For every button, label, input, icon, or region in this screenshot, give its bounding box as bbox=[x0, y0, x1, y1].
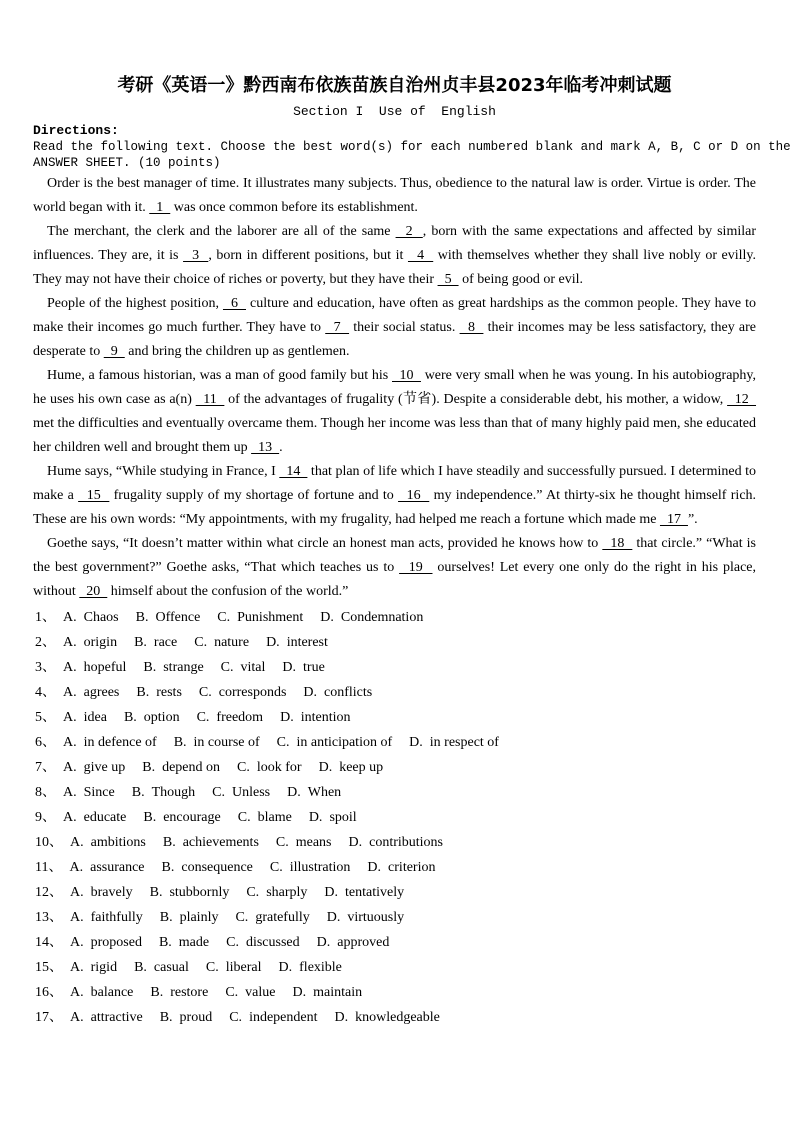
question-option bbox=[63, 685, 119, 700]
option-label: A. bbox=[70, 910, 84, 925]
question-option bbox=[221, 660, 266, 675]
question-option bbox=[206, 960, 262, 975]
option-label: D. bbox=[348, 835, 363, 850]
option-text: maintain bbox=[313, 985, 363, 1000]
question-option bbox=[266, 635, 328, 650]
page-title: 考研《英语一》黔西南布依族苗族自治州贞丰县2023年临考冲刺试题 bbox=[117, 75, 672, 96]
option-label: A. bbox=[63, 785, 77, 800]
question-option bbox=[160, 910, 219, 925]
blank-19: 19 bbox=[399, 560, 433, 575]
option-text: stubbornly bbox=[169, 885, 230, 900]
option-text: bravely bbox=[90, 885, 133, 900]
option-label: B. bbox=[134, 960, 147, 975]
option-label: D. bbox=[266, 635, 280, 650]
option-label: A. bbox=[63, 810, 77, 825]
question-option bbox=[69, 860, 144, 875]
option-label: D. bbox=[282, 660, 297, 675]
option-label: D. bbox=[367, 860, 382, 875]
option-text: intention bbox=[300, 710, 351, 725]
option-text: contributions bbox=[369, 835, 444, 850]
option-label: A. bbox=[70, 960, 84, 975]
question-row bbox=[35, 605, 756, 630]
option-text: knowledgeable bbox=[355, 1010, 440, 1025]
option-text: When bbox=[307, 785, 342, 800]
question-option bbox=[276, 835, 332, 850]
option-label: D. bbox=[334, 1010, 349, 1025]
option-text: blame bbox=[257, 810, 292, 825]
option-text: independent bbox=[249, 1010, 318, 1025]
option-label: C. bbox=[237, 810, 251, 825]
passage-paragraph: Goethe says, “It doesn’t matter within what circle an honest man acts, provided he knows how to 18 that circle.” “What is the best government?” Goethe asks, “That which teaches us to 19 ourselves! Let every one only do the right in his place, without 20 himself about the confusion of the world.” bbox=[33, 536, 756, 599]
question-option bbox=[63, 610, 119, 625]
option-label: C. bbox=[269, 860, 283, 875]
option-label: B. bbox=[158, 935, 172, 950]
option-text: made bbox=[178, 935, 210, 950]
question-option bbox=[367, 860, 435, 875]
question-option bbox=[287, 785, 341, 800]
option-text: means bbox=[295, 835, 332, 850]
blank-12: 12 bbox=[727, 392, 757, 407]
option-text: keep up bbox=[339, 760, 384, 775]
question-row bbox=[35, 680, 756, 705]
question-option bbox=[70, 835, 146, 850]
option-text: discussed bbox=[245, 935, 300, 950]
question-option bbox=[237, 760, 302, 775]
blank-8: 8 bbox=[459, 320, 484, 335]
option-text: nature bbox=[214, 635, 250, 650]
option-label: B. bbox=[161, 860, 175, 875]
question-row bbox=[35, 880, 756, 905]
question-option bbox=[174, 735, 260, 750]
blank-2: 2 bbox=[395, 224, 423, 239]
blank-7: 7 bbox=[325, 320, 350, 335]
question-number: 8、 bbox=[35, 785, 56, 800]
option-label: B. bbox=[142, 760, 156, 775]
question-option bbox=[309, 810, 357, 825]
option-text: depend on bbox=[162, 760, 221, 775]
option-label: B. bbox=[150, 985, 164, 1000]
question-number: 1、 bbox=[35, 610, 56, 625]
question-row bbox=[35, 805, 756, 830]
option-text: sharply bbox=[266, 885, 308, 900]
option-label: D. bbox=[326, 910, 341, 925]
option-text: in anticipation of bbox=[296, 735, 393, 750]
question-number: 6、 bbox=[35, 735, 56, 750]
question-option bbox=[63, 735, 157, 750]
question-option bbox=[142, 760, 220, 775]
passage-paragraph: Order is the best manager of time. It illustrates many subjects. Thus, obedience to the natural law is order. Virtue is order. The world began with it. 1 was once common before its establishment. bbox=[33, 176, 756, 215]
question-option bbox=[70, 885, 133, 900]
option-label: D. bbox=[320, 610, 334, 625]
option-label: C. bbox=[198, 685, 212, 700]
question-option bbox=[63, 710, 107, 725]
question-option bbox=[63, 635, 117, 650]
option-label: A. bbox=[63, 660, 77, 675]
blank-13: 13 bbox=[251, 440, 280, 455]
blank-1: 1 bbox=[149, 200, 171, 215]
question-option bbox=[63, 810, 126, 825]
blank-10: 10 bbox=[392, 368, 421, 383]
blank-11: 11 bbox=[195, 392, 225, 407]
option-label: D. bbox=[292, 985, 307, 1000]
directions-line-1: Read the following text. Choose the best word(s) for each numbered blank and mark A, B, C or D on the bbox=[33, 140, 791, 154]
option-text: restore bbox=[170, 985, 209, 1000]
option-label: B. bbox=[123, 710, 137, 725]
option-text: encourage bbox=[163, 810, 221, 825]
option-text: look for bbox=[256, 760, 302, 775]
question-option bbox=[143, 660, 203, 675]
option-label: A. bbox=[63, 760, 77, 775]
question-row bbox=[35, 630, 756, 655]
question-option bbox=[70, 960, 117, 975]
option-label: D. bbox=[324, 885, 339, 900]
option-label: D. bbox=[280, 710, 294, 725]
option-text: criterion bbox=[388, 860, 436, 875]
option-label: C. bbox=[229, 1010, 243, 1025]
option-text: race bbox=[153, 635, 178, 650]
blank-5: 5 bbox=[437, 272, 459, 287]
question-number: 5、 bbox=[35, 710, 56, 725]
question-option bbox=[238, 810, 292, 825]
option-text: achievements bbox=[182, 835, 259, 850]
option-label: A. bbox=[63, 685, 77, 700]
option-label: B. bbox=[159, 910, 173, 925]
option-text: gratefully bbox=[255, 910, 310, 925]
question-number: 9、 bbox=[35, 810, 56, 825]
option-text: liberal bbox=[225, 960, 262, 975]
option-label: B. bbox=[143, 660, 157, 675]
question-option bbox=[134, 960, 189, 975]
question-option bbox=[162, 860, 253, 875]
option-text: flexible bbox=[299, 960, 342, 975]
option-text: vital bbox=[240, 660, 266, 675]
blank-3: 3 bbox=[183, 248, 209, 263]
option-text: freedom bbox=[216, 710, 264, 725]
option-text: Unless bbox=[231, 785, 271, 800]
option-label: C. bbox=[196, 710, 210, 725]
question-option bbox=[132, 785, 195, 800]
option-text: give up bbox=[83, 760, 126, 775]
question-option bbox=[229, 1010, 317, 1025]
question-number: 15、 bbox=[35, 960, 63, 975]
question-row bbox=[35, 855, 756, 880]
option-text: Though bbox=[151, 785, 196, 800]
question-option bbox=[70, 1010, 143, 1025]
question-option bbox=[197, 710, 264, 725]
option-text: strange bbox=[163, 660, 204, 675]
option-label: D. bbox=[278, 960, 293, 975]
question-option bbox=[280, 710, 350, 725]
question-row bbox=[35, 780, 756, 805]
option-text: hopeful bbox=[83, 660, 127, 675]
option-text: educate bbox=[83, 810, 127, 825]
question-option bbox=[235, 910, 309, 925]
option-label: B. bbox=[134, 635, 147, 650]
question-row bbox=[35, 655, 756, 680]
option-text: casual bbox=[153, 960, 189, 975]
option-label: B. bbox=[143, 810, 157, 825]
option-text: tentatively bbox=[345, 885, 405, 900]
question-number: 13、 bbox=[35, 910, 63, 925]
option-text: interest bbox=[286, 635, 328, 650]
question-option bbox=[292, 985, 362, 1000]
option-label: A. bbox=[63, 610, 77, 625]
option-text: conflicts bbox=[324, 685, 373, 700]
question-row bbox=[35, 830, 756, 855]
question-option bbox=[124, 710, 180, 725]
question-option bbox=[163, 835, 259, 850]
option-label: C. bbox=[275, 835, 289, 850]
question-option bbox=[63, 760, 125, 775]
question-row bbox=[35, 955, 756, 980]
option-label: B. bbox=[159, 1010, 173, 1025]
question-option bbox=[319, 760, 384, 775]
question-number: 2、 bbox=[35, 635, 56, 650]
option-text: value bbox=[245, 985, 276, 1000]
question-option bbox=[217, 610, 303, 625]
blank-4: 4 bbox=[407, 248, 434, 263]
option-label: C. bbox=[212, 785, 225, 800]
option-label: D. bbox=[316, 935, 331, 950]
option-text: Chaos bbox=[83, 610, 119, 625]
option-label: D. bbox=[409, 735, 423, 750]
question-number: 11、 bbox=[35, 860, 63, 875]
directions-line-2: ANSWER SHEET. (10 points) bbox=[33, 156, 221, 170]
option-label: C. bbox=[220, 660, 234, 675]
option-label: B. bbox=[162, 835, 176, 850]
question-option bbox=[279, 960, 342, 975]
option-text: Offence bbox=[155, 610, 201, 625]
option-text: corresponds bbox=[218, 685, 287, 700]
option-text: Punishment bbox=[237, 610, 304, 625]
option-text: plainly bbox=[179, 910, 219, 925]
option-text: agrees bbox=[83, 685, 120, 700]
question-number: 4、 bbox=[35, 685, 56, 700]
question-number: 3、 bbox=[35, 660, 56, 675]
question-list bbox=[33, 605, 756, 1030]
question-row bbox=[35, 980, 756, 1005]
question-option bbox=[63, 785, 115, 800]
question-option bbox=[199, 685, 287, 700]
option-text: in course of bbox=[193, 735, 260, 750]
option-text: consequence bbox=[181, 860, 253, 875]
option-label: A. bbox=[63, 635, 77, 650]
question-option bbox=[159, 935, 209, 950]
question-option bbox=[63, 660, 126, 675]
question-row bbox=[35, 755, 756, 780]
option-text: approved bbox=[337, 935, 390, 950]
option-text: rigid bbox=[90, 960, 118, 975]
cloze-passage bbox=[33, 172, 756, 604]
question-option bbox=[143, 810, 220, 825]
option-text: option bbox=[143, 710, 180, 725]
passage-paragraph: The merchant, the clerk and the laborer are all of the same 2 , born with the same expectations and affected by similar influences. They are, it is 3 , born in different positions, but it 4 with themselves whether they shall live nobly or evilly. They may not have their choice of riches or poverty, but they have their 5 of being good or evil. bbox=[33, 224, 757, 287]
blank-20: 20 bbox=[79, 584, 108, 599]
option-text: assurance bbox=[90, 860, 145, 875]
option-label: D. bbox=[308, 810, 323, 825]
option-label: A. bbox=[63, 735, 77, 750]
option-label: D. bbox=[303, 685, 318, 700]
option-text: Since bbox=[83, 785, 115, 800]
option-text: spoil bbox=[329, 810, 357, 825]
option-label: B. bbox=[131, 785, 145, 800]
question-option bbox=[134, 635, 177, 650]
passage-paragraph: Hume, a famous historian, was a man of good family but his 10 were very small when he was young. In his autobiography, he uses his own case as a(n) 11 of the advantages of frugality (节省). Despite a considerable debt, his mother, a widow, 12 met the difficulties and eventually overcame them. Though her income was less than that of many highly paid men, she educated her children well and brought them up 13 . bbox=[33, 368, 757, 455]
question-option bbox=[327, 910, 404, 925]
question-option bbox=[334, 1010, 439, 1025]
question-option bbox=[226, 935, 300, 950]
question-option bbox=[246, 885, 307, 900]
question-number: 14、 bbox=[35, 935, 63, 950]
option-text: true bbox=[303, 660, 325, 675]
question-number: 17、 bbox=[35, 1010, 63, 1025]
blank-9: 9 bbox=[103, 344, 125, 359]
option-text: idea bbox=[83, 710, 107, 725]
question-option bbox=[136, 685, 182, 700]
option-label: A. bbox=[63, 710, 77, 725]
question-row bbox=[35, 705, 756, 730]
question-option bbox=[324, 885, 404, 900]
option-label: A. bbox=[70, 985, 84, 1000]
question-number: 10、 bbox=[35, 835, 63, 850]
blank-15: 15 bbox=[78, 488, 110, 503]
option-label: B. bbox=[173, 735, 187, 750]
question-option bbox=[303, 685, 372, 700]
option-label: C. bbox=[276, 735, 290, 750]
question-row bbox=[35, 930, 756, 955]
passage-paragraph: People of the highest position, 6 culture and education, have often as great hardships as the common people. They have to make their incomes go much further. They have to 7 their social status. 8 their incomes may be less satisfactory, they are desperate to 9 and bring the children up as gentlemen. bbox=[33, 296, 757, 359]
option-label: C. bbox=[246, 885, 260, 900]
question-option bbox=[70, 935, 142, 950]
option-text: origin bbox=[83, 635, 118, 650]
option-text: attractive bbox=[90, 1010, 143, 1025]
option-label: A. bbox=[70, 885, 84, 900]
question-option bbox=[409, 735, 499, 750]
question-option bbox=[277, 735, 393, 750]
option-label: A. bbox=[69, 860, 84, 875]
option-text: in respect of bbox=[429, 735, 499, 750]
option-label: A. bbox=[70, 1010, 84, 1025]
question-option bbox=[194, 635, 249, 650]
question-option bbox=[150, 885, 230, 900]
question-option bbox=[320, 610, 423, 625]
option-label: C. bbox=[235, 910, 249, 925]
option-label: C. bbox=[205, 960, 219, 975]
passage-paragraph: Hume says, “While studying in France, I 14 that plan of life which I have steadily and successfully pursued. I determined to make a 15 frugality supply of my shortage of fortune and to 16 my independence.” At thirty-six he thought himself rich. These are his own words: “My appointments, with my frugality, had helped me reach a fortune which made me 17 ”. bbox=[33, 464, 757, 527]
option-label: C. bbox=[226, 935, 239, 950]
question-option bbox=[160, 1010, 213, 1025]
option-label: D. bbox=[318, 760, 333, 775]
option-text: rests bbox=[156, 685, 182, 700]
blank-16: 16 bbox=[398, 488, 430, 503]
blank-14: 14 bbox=[279, 464, 308, 479]
option-label: A. bbox=[70, 935, 84, 950]
question-number: 7、 bbox=[35, 760, 56, 775]
question-row bbox=[35, 1005, 756, 1030]
option-label: C. bbox=[237, 760, 250, 775]
option-label: B. bbox=[136, 685, 150, 700]
question-option bbox=[136, 610, 201, 625]
option-text: ambitions bbox=[90, 835, 146, 850]
option-label: B. bbox=[135, 610, 149, 625]
question-option bbox=[225, 985, 275, 1000]
option-text: in defence of bbox=[83, 735, 157, 750]
option-label: C. bbox=[217, 610, 231, 625]
question-option bbox=[317, 935, 390, 950]
blank-6: 6 bbox=[222, 296, 246, 311]
question-option bbox=[70, 910, 143, 925]
option-text: proposed bbox=[90, 935, 142, 950]
section-heading: Section I Use of English bbox=[293, 104, 496, 119]
option-label: A. bbox=[70, 835, 84, 850]
blank-17: 17 bbox=[659, 512, 688, 527]
question-option bbox=[270, 860, 351, 875]
question-option bbox=[349, 835, 444, 850]
question-number: 12、 bbox=[35, 885, 63, 900]
option-label: B. bbox=[149, 885, 163, 900]
option-label: D. bbox=[287, 785, 301, 800]
question-row bbox=[35, 905, 756, 930]
option-text: faithfully bbox=[90, 910, 143, 925]
question-number: 16、 bbox=[35, 985, 63, 1000]
option-label: C. bbox=[225, 985, 239, 1000]
option-text: balance bbox=[90, 985, 134, 1000]
option-text: virtuously bbox=[347, 910, 405, 925]
option-label: C. bbox=[194, 635, 208, 650]
option-text: proud bbox=[179, 1010, 213, 1025]
question-option bbox=[150, 985, 208, 1000]
option-text: illustration bbox=[289, 860, 351, 875]
question-option bbox=[70, 985, 133, 1000]
question-option bbox=[282, 660, 324, 675]
directions-label: Directions: bbox=[33, 123, 119, 138]
blank-18: 18 bbox=[602, 536, 633, 551]
option-text: Condemnation bbox=[340, 610, 424, 625]
question-option bbox=[212, 785, 270, 800]
question-row bbox=[35, 730, 756, 755]
